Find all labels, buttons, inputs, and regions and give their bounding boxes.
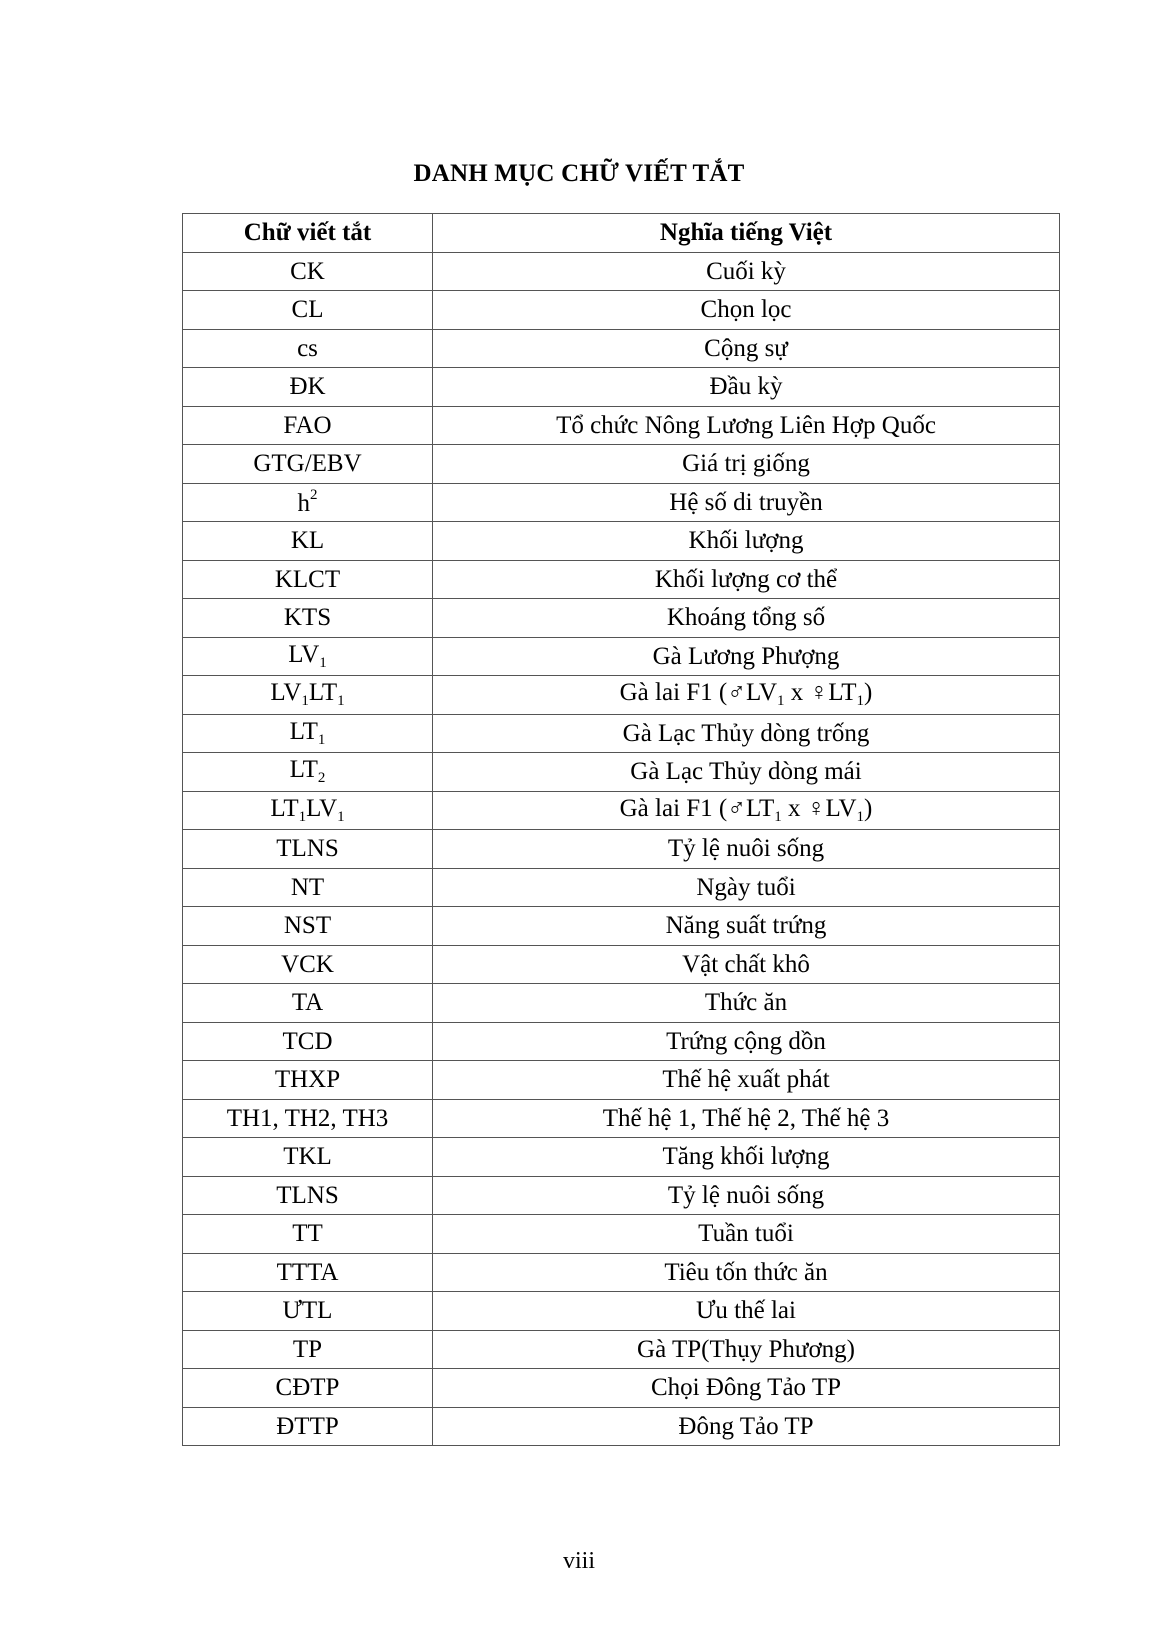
abbreviation-cell: NT xyxy=(183,868,433,907)
meaning-cell: Khoáng tổng số xyxy=(433,599,1060,638)
table-header-row xyxy=(183,214,1060,253)
meaning-cell: Gà Lương Phượng xyxy=(433,637,1060,676)
text-segment: h xyxy=(297,490,310,518)
meaning-cell: Cộng sự xyxy=(433,329,1060,368)
abbreviation-cell: ƯTL xyxy=(183,1292,433,1331)
abbreviation-cell: TKL xyxy=(183,1138,433,1177)
abbreviation-cell xyxy=(183,753,433,792)
table-row xyxy=(183,907,1060,946)
page-number: viii xyxy=(562,1548,595,1574)
text-segment: LT xyxy=(289,756,318,784)
abbreviation-cell: THXP xyxy=(183,1061,433,1100)
meaning-cell: Tăng khối lượng xyxy=(433,1138,1060,1177)
table-row xyxy=(183,368,1060,407)
table-row xyxy=(183,1407,1060,1446)
meaning-cell: Tổ chức Nông Lương Liên Hợp Quốc xyxy=(433,406,1060,445)
text-segment: x ♀LV xyxy=(781,794,857,822)
abbreviation-cell: KL xyxy=(183,522,433,561)
meaning-cell: Đông Tảo TP xyxy=(433,1407,1060,1446)
text-segment: LV xyxy=(288,640,320,668)
page-title: DANH MỤC CHỮ VIẾT TẮT xyxy=(413,160,745,187)
abbreviation-cell: TLNS xyxy=(183,830,433,869)
subscript-text: 1 xyxy=(298,808,307,825)
meaning-cell: Cuối kỳ xyxy=(433,252,1060,291)
abbreviation-cell: CK xyxy=(183,252,433,291)
header-meaning: Nghĩa tiếng Việt xyxy=(433,214,1060,253)
abbreviation-cell: FAO xyxy=(183,406,433,445)
abbreviation-cell: TTTA xyxy=(183,1253,433,1292)
subscript-text: 1 xyxy=(337,693,345,710)
text-segment: LT xyxy=(308,679,338,707)
meaning-cell: Trứng cộng dồn xyxy=(433,1022,1060,1061)
text-segment: ) xyxy=(864,679,873,707)
table-row xyxy=(183,714,1060,753)
abbreviation-cell: NST xyxy=(183,907,433,946)
table-row xyxy=(183,1022,1060,1061)
subscript-text: 1 xyxy=(856,808,865,825)
subscript-text: 1 xyxy=(856,693,865,710)
abbreviation-cell xyxy=(183,637,433,676)
meaning-cell: Thế hệ xuất phát xyxy=(433,1061,1060,1100)
table-row xyxy=(183,1215,1060,1254)
abbreviation-cell: CĐTP xyxy=(183,1369,433,1408)
meaning-cell: Tuần tuổi xyxy=(433,1215,1060,1254)
abbreviation-cell xyxy=(183,791,433,830)
table-body xyxy=(183,252,1060,1446)
text-segment: LT xyxy=(289,717,318,745)
table-row xyxy=(183,599,1060,638)
table-row xyxy=(183,406,1060,445)
meaning-cell: Khối lượng xyxy=(433,522,1060,561)
abbreviation-cell: TH1, TH2, TH3 xyxy=(183,1099,433,1138)
abbreviation-cell xyxy=(183,483,433,522)
meaning-cell: Đầu kỳ xyxy=(433,368,1060,407)
text-segment: ) xyxy=(864,794,873,822)
meaning-cell: Gà Lạc Thủy dòng trống xyxy=(433,714,1060,753)
abbreviation-cell: GTG/EBV xyxy=(183,445,433,484)
meaning-cell: Ưu thế lai xyxy=(433,1292,1060,1331)
table-row xyxy=(183,483,1060,522)
subscript-text: 1 xyxy=(337,808,345,825)
text-segment: LT xyxy=(270,794,299,822)
abbreviation-cell: ĐTTP xyxy=(183,1407,433,1446)
table-row xyxy=(183,830,1060,869)
meaning-cell: Tỷ lệ nuôi sống xyxy=(433,1176,1060,1215)
subscript-text: 1 xyxy=(301,693,309,710)
meaning-cell: Ngày tuổi xyxy=(433,868,1060,907)
meaning-cell xyxy=(433,791,1060,830)
subscript-text: 1 xyxy=(319,654,327,671)
meaning-cell: Giá trị giống xyxy=(433,445,1060,484)
meaning-cell: Thức ăn xyxy=(433,984,1060,1023)
abbreviation-cell: KLCT xyxy=(183,560,433,599)
table-row xyxy=(183,1099,1060,1138)
table-row xyxy=(183,1176,1060,1215)
table-row xyxy=(183,753,1060,792)
abbreviation-cell xyxy=(183,714,433,753)
meaning-cell: Năng suất trứng xyxy=(433,907,1060,946)
abbreviation-cell: CL xyxy=(183,291,433,330)
text-segment: x ♀LT xyxy=(784,679,857,707)
meaning-cell: Vật chất khô xyxy=(433,945,1060,984)
table-row xyxy=(183,291,1060,330)
header-abbreviation: Chữ viết tắt xyxy=(183,214,433,253)
abbreviation-cell: TP xyxy=(183,1330,433,1369)
table-row xyxy=(183,945,1060,984)
abbreviation-cell: TT xyxy=(183,1215,433,1254)
meaning-cell: Khối lượng cơ thể xyxy=(433,560,1060,599)
meaning-cell: Gà TP(Thụy Phương) xyxy=(433,1330,1060,1369)
superscript-text: 2 xyxy=(310,487,318,504)
table-row xyxy=(183,1061,1060,1100)
meaning-cell: Chọi Đông Tảo TP xyxy=(433,1369,1060,1408)
table-row xyxy=(183,1330,1060,1369)
abbreviation-cell: TLNS xyxy=(183,1176,433,1215)
table-row xyxy=(183,1369,1060,1408)
abbreviation-cell: KTS xyxy=(183,599,433,638)
abbreviation-cell: TCD xyxy=(183,1022,433,1061)
table-row xyxy=(183,984,1060,1023)
table-row xyxy=(183,676,1060,715)
table-row xyxy=(183,868,1060,907)
table-row xyxy=(183,522,1060,561)
table-row xyxy=(183,252,1060,291)
abbreviation-cell xyxy=(183,676,433,715)
subscript-text: 1 xyxy=(774,808,782,825)
abbreviation-cell: ĐK xyxy=(183,368,433,407)
text-segment: LV xyxy=(270,679,302,707)
subscript-text: 2 xyxy=(317,770,326,787)
table-row xyxy=(183,445,1060,484)
table-row xyxy=(183,1138,1060,1177)
abbreviation-cell: VCK xyxy=(183,945,433,984)
subscript-text: 1 xyxy=(317,731,326,748)
abbreviation-cell: cs xyxy=(183,329,433,368)
meaning-cell: Thế hệ 1, Thế hệ 2, Thế hệ 3 xyxy=(433,1099,1060,1138)
text-segment: Gà lai F1 (♂LV xyxy=(619,679,778,707)
meaning-cell: Hệ số di truyền xyxy=(433,483,1060,522)
meaning-cell: Gà Lạc Thủy dòng mái xyxy=(433,753,1060,792)
table-row xyxy=(183,1253,1060,1292)
table-row xyxy=(183,637,1060,676)
table-row xyxy=(183,1292,1060,1331)
meaning-cell: Chọn lọc xyxy=(433,291,1060,330)
abbreviation-cell: TA xyxy=(183,984,433,1023)
subscript-text: 1 xyxy=(777,693,785,710)
text-segment: Gà lai F1 (♂LT xyxy=(619,794,775,822)
meaning-cell: Tỷ lệ nuôi sống xyxy=(433,830,1060,869)
abbreviation-table xyxy=(182,213,1060,1446)
text-segment: LV xyxy=(306,794,338,822)
table-row xyxy=(183,791,1060,830)
meaning-cell: Tiêu tốn thức ăn xyxy=(433,1253,1060,1292)
table-row xyxy=(183,560,1060,599)
table-row xyxy=(183,329,1060,368)
meaning-cell xyxy=(433,676,1060,715)
